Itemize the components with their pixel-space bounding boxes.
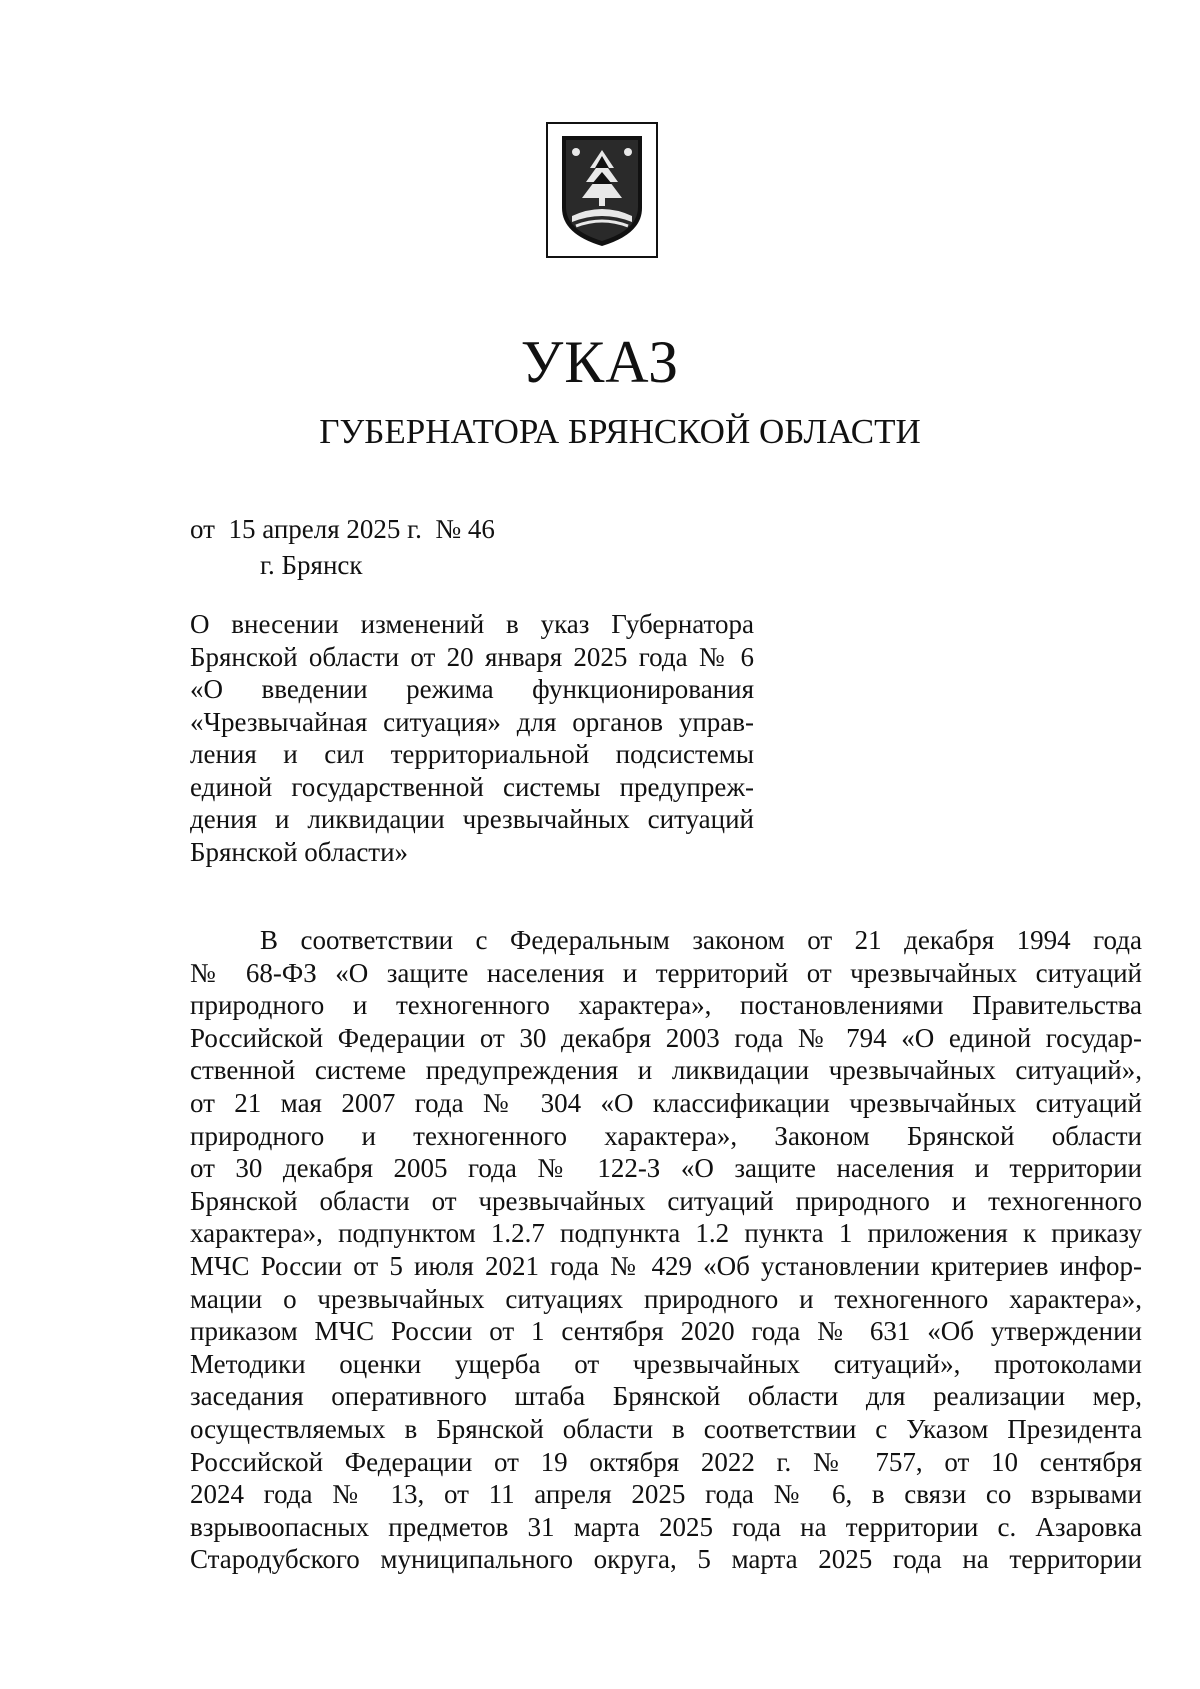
body-line: 2024 года № 13, от 11 апреля 2025 года № 6, в связи со взрывами: [190, 1479, 1142, 1510]
body-line: приказом МЧС России от 1 сентября 2020 года № 631 «Об утверждении: [190, 1316, 1142, 1347]
subject-line: «Чрезвычайная ситуация» для органов управ-: [190, 706, 754, 737]
body-line: Методики оценки ущерба от чрезвычайных ситуаций», протоколами: [190, 1348, 1142, 1379]
body-line: ственной системе предупреждения и ликвидации чрезвычайных ситуаций»,: [190, 1055, 1142, 1086]
body-line: Российской Федерации от 30 декабря 2003 года № 794 «О единой государ-: [190, 1022, 1142, 1053]
subject-line: единой государственной системы предупреж-: [190, 771, 754, 802]
subject-line: Брянской области»: [190, 836, 409, 867]
body-line: Стародубского муниципального округа, 5 марта 2025 года на территории: [190, 1544, 1142, 1575]
page-title: УКАЗ: [520, 329, 680, 395]
decree-date-number: от 15 апреля 2025 г. № 46: [190, 514, 495, 544]
decree-subject: [190, 608, 754, 868]
body-line: осуществляемых в Брянской области в соответствии с Указом Президента: [190, 1413, 1142, 1444]
subject-line: «О введении режима функционирования: [190, 674, 754, 704]
body-line: природного и техногенного характера», Законом Брянской области: [190, 1120, 1142, 1151]
coat-of-arms-emblem: [546, 122, 658, 258]
subject-line: ления и сил территориальной подсистемы: [190, 739, 754, 769]
subject-line: О внесении изменений в указ Губернатора: [190, 609, 754, 639]
body-line: заседания оперативного штаба Брянской области для реализации мер,: [190, 1381, 1142, 1412]
body-line: природного и техногенного характера», постановлениями Правительства: [190, 990, 1142, 1021]
subject-line: дения и ликвидации чрезвычайных ситуаций: [190, 804, 754, 834]
body-line: характера», подпунктом 1.2.7 подпункта 1.2 пункта 1 приложения к приказу: [190, 1218, 1142, 1249]
issuer-subtitle: ГУБЕРНАТОРА БРЯНСКОЙ ОБЛАСТИ: [319, 412, 921, 451]
body-line: В соответствии с Федеральным законом от 21 декабря 1994 года: [260, 925, 1142, 955]
body-line: № 68-ФЗ «О защите населения и территорий от чрезвычайных ситуаций: [190, 957, 1142, 988]
subject-line: Брянской области от 20 января 2025 года № 6: [190, 641, 754, 672]
body-line: взрывоопасных предметов 31 марта 2025 года на территории с. Азаровка: [190, 1511, 1142, 1542]
body-line: МЧС России от 5 июля 2021 года № 429 «Об установлении критериев инфор-: [190, 1250, 1142, 1281]
decree-city: г. Брянск: [260, 550, 363, 580]
decree-body-paragraph: [190, 924, 1142, 1576]
body-line: от 21 мая 2007 года № 304 «О классификации чрезвычайных ситуаций: [190, 1087, 1142, 1118]
body-line: Российской Федерации от 19 октября 2022 г. № 757, от 10 сентября: [190, 1446, 1142, 1477]
body-line: Брянской области от чрезвычайных ситуаций природного и техногенного: [190, 1185, 1142, 1216]
body-line: от 30 декабря 2005 года № 122-З «О защите населения и территории: [190, 1153, 1142, 1184]
body-line: мации о чрезвычайных ситуациях природного и техногенного характера»,: [190, 1283, 1142, 1314]
